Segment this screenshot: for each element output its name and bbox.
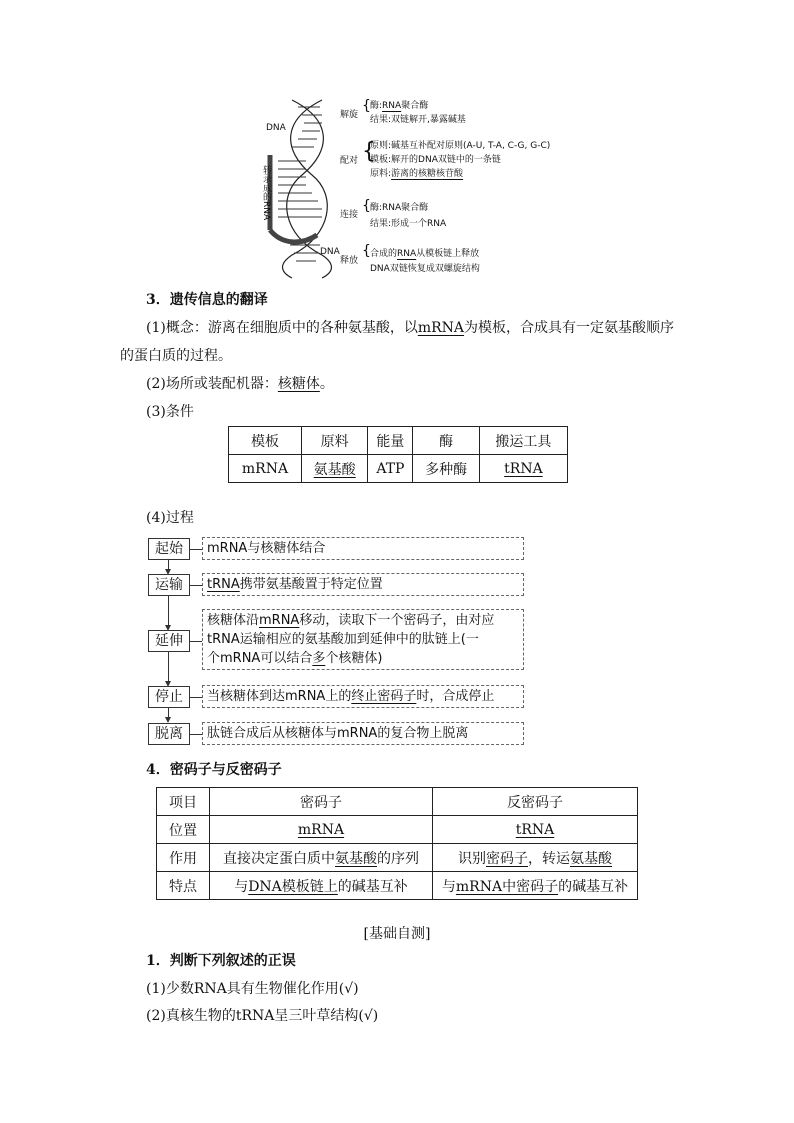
table-cell: 与mRNA中密码子的碱基互补 (433, 872, 638, 900)
table-cell: mRNA (229, 455, 302, 483)
flow-desc-release: 肽链合成后从核糖体与mRNA的复合物上脱离 (202, 722, 524, 745)
flow-step-termination: 停止 (148, 686, 190, 708)
table-cell: 氨基酸 (301, 455, 367, 483)
stage-pairing-line2: 模板:解开的DNA双链中的一条链 (370, 155, 501, 165)
transcription-diagram (262, 95, 562, 280)
conditions-table (228, 426, 568, 483)
brace-icon: { (362, 243, 371, 259)
table-header: 反密码子 (433, 788, 638, 816)
table-header: 搬运工具 (479, 427, 567, 455)
concept-line2: 的蛋白质的过程。 (120, 348, 232, 364)
table-row (157, 816, 638, 844)
section4-heading: 4．密码子与反密码子 (146, 762, 282, 778)
concept-line1: (1)概念：游离在细胞质中的各种氨基酸，以mRNA为模板，合成具有一定氨基酸顺序 (146, 320, 675, 336)
flow-desc-transport: tRNA携带氨基酸置于特定位置 (202, 573, 524, 596)
codon-table (156, 787, 638, 900)
connector (190, 585, 202, 586)
row-label: 作用 (157, 844, 210, 872)
table-header: 原料 (301, 427, 367, 455)
table-header: 密码子 (210, 788, 433, 816)
dna-label-bottom: DNA (320, 247, 340, 257)
table-cell: tRNA (433, 816, 638, 844)
rna-vertical-label: 转录成的RNA (261, 165, 271, 221)
process-label: (4)过程 (146, 510, 194, 526)
stage-link-line2: 结果:形成一个RNA (370, 219, 447, 229)
flow-desc-elongation: 核糖体沿mRNA移动，读取下一个密码子，由对应 tRNA运输相应的氨基酸加到延伸中的肽链上(一 个mRNA可以结合多个核糖体) (202, 609, 524, 670)
connector (190, 549, 202, 550)
table-header: 酶 (413, 427, 479, 455)
table-cell: ATP (368, 455, 413, 483)
stage-link-label: 连接 (340, 210, 359, 220)
stage-pairing-line3: 原料:游离的核糖核苷酸 (370, 169, 464, 179)
flow-desc-termination: 当核糖体到达mRNA上的终止密码子时，合成停止 (202, 685, 524, 708)
stage-unwind-label: 解旋 (340, 110, 359, 120)
table-cell: mRNA (210, 816, 433, 844)
selftest-question: 1．判断下列叙述的正误 (146, 953, 296, 969)
stage-pairing-line1: 原则:碱基互补配对原则(A-U, T-A, C-G, G-C) (370, 141, 551, 151)
stage-link-line1: 酶:RNA聚合酶 (370, 203, 429, 213)
site-line: (2)场所或装配机器：核糖体。 (146, 376, 334, 392)
flow-step-release: 脱离 (148, 723, 190, 745)
connector (190, 641, 202, 642)
flow-step-transport: 运输 (148, 574, 190, 596)
table-header: 项目 (157, 788, 210, 816)
selftest-item: (2)真核生物的tRNA呈三叶草结构(√) (146, 1008, 379, 1024)
selftest-title: [基础自测] (363, 926, 431, 942)
row-label: 特点 (157, 872, 210, 900)
row-label: 位置 (157, 816, 210, 844)
stage-unwind-line2: 结果:双链解开,暴露碱基 (370, 115, 466, 125)
connector (190, 734, 202, 735)
brace-icon: { (362, 139, 376, 164)
table-cell: 多种酶 (413, 455, 479, 483)
stage-release-line1: 合成的RNA从模板链上释放 (370, 249, 480, 259)
stage-release-line2: DNA双链恢复成双螺旋结构 (370, 264, 480, 274)
table-header: 能量 (368, 427, 413, 455)
table-cell: 与DNA模板链上的碱基互补 (210, 872, 433, 900)
table-header: 模板 (229, 427, 302, 455)
selftest-item: (1)少数RNA具有生物催化作用(√) (146, 981, 359, 997)
table-row (157, 844, 638, 872)
stage-pairing-label: 配对 (340, 156, 359, 166)
conditions-label: (3)条件 (146, 404, 194, 420)
table-cell: 识别密码子，转运氨基酸 (433, 844, 638, 872)
down-arrow-icon (168, 652, 169, 682)
flow-step-initiation: 起始 (148, 538, 190, 560)
flow-desc-initiation: mRNA与核糖体结合 (202, 537, 524, 560)
down-arrow-icon (168, 560, 169, 570)
brace-icon: { (362, 198, 371, 214)
section3-heading: 3．遗传信息的翻译 (146, 292, 268, 308)
down-arrow-icon (168, 708, 169, 718)
connector (190, 697, 202, 698)
table-row (157, 872, 638, 900)
stage-release-label: 释放 (340, 256, 359, 266)
brace-icon: { (362, 98, 371, 114)
stage-unwind-line1: 酶:RNA聚合酶 (370, 101, 429, 111)
flow-step-elongation: 延伸 (148, 630, 190, 652)
table-cell: tRNA (479, 455, 567, 483)
table-cell: 直接决定蛋白质中氨基酸的序列 (210, 844, 433, 872)
dna-label-top: DNA (266, 123, 286, 133)
down-arrow-icon (168, 596, 169, 626)
